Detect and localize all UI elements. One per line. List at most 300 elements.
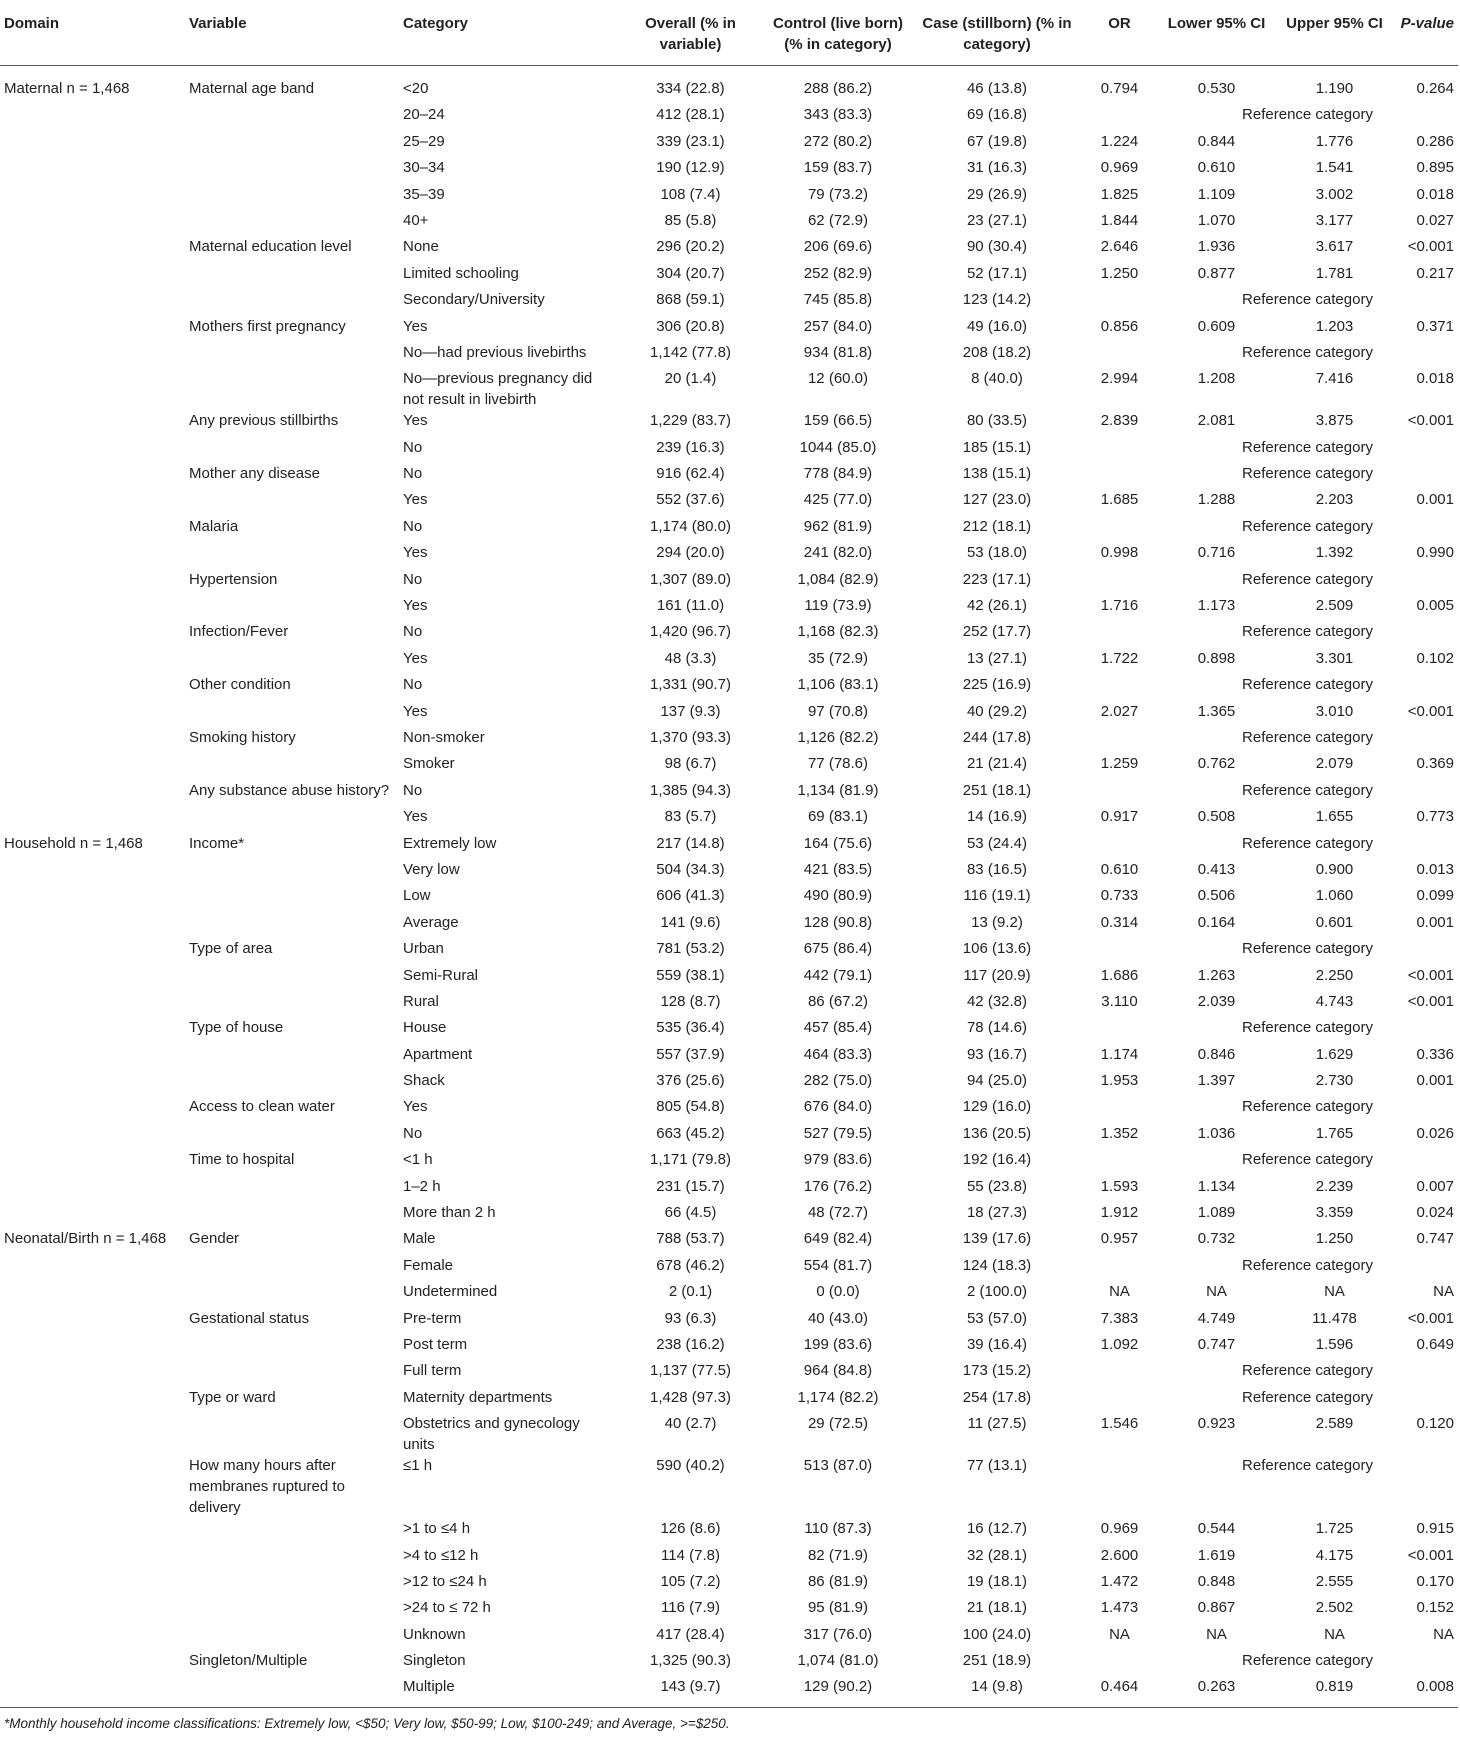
cell-control: 206 (69.6) [803, 238, 873, 256]
cell-lower-ci: 4.749 [1197, 1309, 1236, 1327]
cell-lower-ci: 0.877 [1197, 264, 1236, 282]
cell-variable: Type or ward [189, 1388, 276, 1406]
cell-lower-ci: 1.619 [1197, 1546, 1236, 1564]
cell-case: 123 (14.2) [962, 291, 1032, 309]
table-row [0, 210, 1458, 236]
cell-control: 1044 (85.0) [799, 438, 877, 456]
cell-case: 21 (18.1) [966, 1599, 1028, 1617]
cell-variable: Time to hospital [189, 1151, 295, 1169]
cell-variable [185, 131, 399, 157]
table-row [0, 780, 1458, 806]
cell-overall: 20 (1.4) [664, 370, 717, 388]
cell-case: 124 (18.3) [962, 1256, 1032, 1274]
cell-variable: Gender [189, 1230, 240, 1248]
cell-category: Pre-term [403, 1309, 462, 1327]
cell-variable [185, 437, 399, 463]
cell-lower-ci: 2.039 [1197, 992, 1236, 1010]
cell-domain [0, 516, 185, 542]
cell-domain [0, 859, 185, 885]
header-lower-ci: Lower 95% CI [1157, 0, 1276, 66]
cell-p-value: <0.001 [1407, 966, 1454, 984]
cell-control: 778 (84.9) [803, 465, 873, 483]
cell-domain [0, 1597, 185, 1623]
cell-variable [185, 753, 399, 779]
cell-control: 317 (76.0) [803, 1625, 873, 1643]
header-variable: Variable [185, 0, 399, 66]
table-row [0, 1228, 1458, 1254]
reference-category-label: Reference category [1242, 1256, 1373, 1274]
cell-lower-ci: 1.365 [1197, 702, 1236, 720]
cell-case: 21 (21.4) [966, 755, 1028, 773]
cell-or: 1.685 [1100, 491, 1139, 509]
cell-case: 42 (32.8) [966, 992, 1028, 1010]
cell-domain [0, 342, 185, 368]
cell-lower-ci: NA [1206, 1625, 1227, 1643]
cell-overall: 412 (28.1) [656, 106, 725, 124]
cell-case: 94 (25.0) [966, 1072, 1028, 1090]
cell-case: 252 (17.7) [962, 623, 1032, 641]
cell-case: 19 (18.1) [966, 1572, 1028, 1590]
cell-overall: 1,370 (93.3) [650, 728, 731, 746]
cell-overall: 48 (3.3) [664, 649, 717, 667]
cell-variable [185, 1281, 399, 1307]
cell-control: 86 (67.2) [807, 992, 869, 1010]
cell-variable [185, 184, 399, 210]
cell-category: 30–34 [403, 159, 445, 177]
cell-control: 1,134 (81.9) [797, 781, 879, 799]
reference-category-label: Reference category [1242, 940, 1373, 958]
cell-or: 2.839 [1100, 412, 1139, 430]
cell-overall: 40 (2.7) [664, 1415, 717, 1433]
table-row [0, 1518, 1458, 1544]
cell-overall: 161 (11.0) [656, 597, 725, 615]
cell-overall: 781 (53.2) [656, 940, 725, 958]
cell-lower-ci: 1.288 [1197, 491, 1236, 509]
cell-variable: Any previous stillbirths [189, 412, 339, 430]
cell-or [1082, 1387, 1157, 1413]
cell-overall: 376 (25.6) [656, 1072, 725, 1090]
cell-or [1082, 516, 1157, 542]
cell-variable: Type of house [189, 1019, 284, 1037]
cell-overall: 1,428 (97.3) [650, 1388, 731, 1406]
cell-domain [0, 753, 185, 779]
cell-overall: 1,171 (79.8) [650, 1151, 731, 1169]
cell-upper-ci: 2.502 [1315, 1599, 1354, 1617]
cell-overall: 805 (54.8) [656, 1098, 725, 1116]
cell-overall: 114 (7.8) [661, 1546, 720, 1564]
cell-control: 934 (81.8) [803, 343, 873, 361]
cell-variable: Maternal age band [189, 80, 315, 97]
cell-lower-ci: 0.609 [1197, 317, 1236, 335]
cell-domain [0, 885, 185, 911]
cell-p-value: 0.008 [1393, 1676, 1458, 1707]
table-row [0, 1308, 1458, 1334]
cell-or: 1.546 [1100, 1415, 1139, 1433]
cell-upper-ci: 3.617 [1315, 238, 1354, 256]
header-control: Control (live born) (% in category) [764, 0, 912, 66]
cell-upper-ci: 2.250 [1315, 966, 1354, 984]
cell-overall: 83 (5.7) [664, 808, 717, 826]
cell-or: 0.314 [1100, 913, 1139, 931]
cell-overall: 1,385 (94.3) [650, 781, 731, 799]
cell-case: 53 (57.0) [966, 1309, 1028, 1327]
cell-upper-ci: NA [1324, 1625, 1345, 1643]
cell-variable: Other condition [189, 676, 291, 694]
cell-or [1082, 1149, 1157, 1175]
cell-control: 79 (73.2) [807, 185, 869, 203]
cell-control: 272 (80.2) [803, 132, 873, 150]
reference-category-label: Reference category [1242, 465, 1373, 483]
cell-category: No [403, 517, 423, 535]
cell-variable [185, 965, 399, 991]
cell-category: No [403, 623, 423, 641]
cell-lower-ci: 1.109 [1197, 185, 1236, 203]
cell-case: 53 (24.4) [966, 834, 1028, 852]
cell-category: Undetermined [403, 1283, 498, 1301]
reference-category-label: Reference category [1242, 623, 1373, 641]
cell-control: 199 (83.6) [803, 1335, 873, 1353]
cell-domain [0, 1545, 185, 1571]
cell-case: 18 (27.3) [966, 1204, 1028, 1222]
cell-control: 490 (80.9) [803, 887, 873, 905]
table-row [0, 342, 1458, 368]
cell-control: 527 (79.5) [803, 1124, 873, 1142]
cell-or: 1.716 [1100, 597, 1139, 615]
cell-category: No [403, 438, 423, 456]
cell-or [1082, 1455, 1157, 1518]
cell-category: >12 to ≤24 h [403, 1572, 487, 1590]
cell-p-value: 0.369 [1416, 755, 1454, 773]
cell-case: 90 (30.4) [966, 238, 1028, 256]
cell-control: 97 (70.8) [807, 702, 869, 720]
cell-domain: Household n = 1,468 [4, 834, 143, 852]
cell-domain [0, 1017, 185, 1043]
table-row [0, 1096, 1458, 1122]
cell-overall: 334 (22.8) [656, 80, 725, 97]
cell-upper-ci: 1.725 [1315, 1520, 1354, 1538]
cell-upper-ci: 7.416 [1315, 370, 1354, 388]
cell-or [1082, 780, 1157, 806]
cell-overall: 678 (46.2) [656, 1256, 725, 1274]
cell-domain [0, 648, 185, 674]
cell-case: 8 (40.0) [971, 370, 1023, 388]
table-row [0, 316, 1458, 342]
cell-domain [0, 542, 185, 568]
table-row [0, 1149, 1458, 1175]
cell-lower-ci: 0.544 [1197, 1520, 1236, 1538]
reference-category-label: Reference category [1242, 570, 1373, 588]
table-row [0, 859, 1458, 885]
cell-variable [185, 1070, 399, 1096]
cell-case: 11 (27.5) [967, 1415, 1027, 1433]
cell-overall: 663 (45.2) [656, 1124, 725, 1142]
cell-upper-ci: 1.541 [1315, 159, 1354, 177]
cell-domain [0, 210, 185, 236]
cell-variable [185, 648, 399, 674]
cell-control: 554 (81.7) [803, 1256, 873, 1274]
cell-p-value: NA [1433, 1283, 1454, 1301]
cell-upper-ci: 1.781 [1315, 264, 1354, 282]
cell-category: 40+ [403, 211, 429, 229]
cell-upper-ci: 1.776 [1315, 132, 1354, 150]
cell-or: NA [1109, 1625, 1130, 1643]
cell-lower-ci: 0.747 [1197, 1335, 1236, 1353]
cell-domain [0, 1044, 185, 1070]
cell-or: 1.250 [1100, 264, 1139, 282]
cell-category: Secondary/University [403, 291, 545, 309]
cell-variable [185, 912, 399, 938]
header-case: Case (stillborn) (% in category) [912, 0, 1082, 66]
cell-case: 251 (18.1) [962, 781, 1032, 799]
cell-or: 0.794 [1100, 80, 1139, 97]
cell-domain [0, 621, 185, 647]
cell-p-value: 0.264 [1416, 80, 1454, 97]
cell-category: No [403, 570, 423, 588]
cell-control: 1,174 (82.2) [797, 1388, 879, 1406]
cell-case: 52 (17.1) [966, 264, 1028, 282]
cell-overall: 504 (34.3) [656, 860, 725, 878]
cell-case: 39 (16.4) [966, 1335, 1028, 1353]
cell-control: 119 (73.9) [804, 597, 872, 615]
cell-control: 129 (90.2) [764, 1676, 912, 1707]
cell-domain: Neonatal/Birth n = 1,468 [4, 1230, 167, 1248]
cell-or [1082, 1255, 1157, 1281]
table-row [0, 648, 1458, 674]
cell-overall: 339 (23.1) [656, 132, 725, 150]
cell-or [1082, 621, 1157, 647]
cell-category: Smoker [403, 755, 455, 773]
cell-control: 82 (71.9) [807, 1546, 869, 1564]
cell-variable: Mother any disease [189, 465, 320, 483]
cell-upper-ci: 3.359 [1315, 1204, 1354, 1222]
cell-control: 1,126 (82.2) [797, 728, 879, 746]
cell-control: 675 (86.4) [803, 940, 873, 958]
cell-case: 138 (15.1) [962, 465, 1032, 483]
cell-case: 225 (16.9) [962, 676, 1032, 694]
reference-category-label: Reference category [1242, 517, 1373, 535]
cell-upper-ci: NA [1324, 1283, 1345, 1301]
cell-case: 67 (19.8) [966, 132, 1028, 150]
cell-control: 69 (83.1) [807, 808, 869, 826]
cell-category: 25–29 [403, 132, 445, 150]
table-row [0, 1334, 1458, 1360]
cell-overall: 552 (37.6) [656, 491, 725, 509]
cell-control: 164 (75.6) [803, 834, 873, 852]
cell-or: 1.686 [1100, 966, 1139, 984]
cell-p-value: 0.895 [1416, 159, 1454, 177]
cell-category: Yes [403, 808, 428, 826]
cell-category: <1 h [403, 1151, 433, 1169]
cell-domain [0, 674, 185, 700]
cell-category: Post term [403, 1335, 468, 1353]
cell-case: 32 (28.1) [966, 1546, 1028, 1564]
cell-overall: 559 (38.1) [656, 966, 725, 984]
cell-category: Low [403, 887, 431, 905]
cell-case: 129 (16.0) [962, 1098, 1032, 1116]
cell-variable: Type of area [189, 940, 273, 958]
cell-variable [185, 885, 399, 911]
cell-variable [185, 157, 399, 183]
reference-category-label: Reference category [1242, 343, 1373, 361]
cell-case: 83 (16.5) [966, 860, 1028, 878]
cell-upper-ci: 0.819 [1276, 1676, 1393, 1707]
reference-category-label: Reference category [1242, 1362, 1373, 1380]
cell-or: 2.600 [1100, 1546, 1139, 1564]
table-row [0, 104, 1458, 130]
cell-domain [0, 780, 185, 806]
cell-overall: 238 (16.2) [656, 1335, 725, 1353]
cell-control: 128 (90.8) [803, 913, 873, 931]
cell-domain [0, 289, 185, 315]
cell-domain [0, 701, 185, 727]
cell-variable [185, 104, 399, 130]
cell-control: 159 (83.7) [803, 159, 873, 177]
cell-or [1082, 727, 1157, 753]
cell-case: 29 (26.9) [966, 185, 1028, 203]
cell-variable: Mothers first pregnancy [189, 317, 346, 335]
cell-control: 241 (82.0) [803, 544, 873, 562]
cell-variable [185, 542, 399, 568]
cell-variable [185, 991, 399, 1017]
cell-control: 35 (72.9) [807, 649, 869, 667]
cell-or [1082, 833, 1157, 859]
cell-p-value: 0.102 [1416, 649, 1454, 667]
cell-category: No—previous pregnancy did not result in livebirth [403, 370, 593, 409]
cell-control: 421 (83.5) [803, 860, 873, 878]
cell-overall: 85 (5.8) [664, 211, 717, 229]
cell-control: 1,084 (82.9) [797, 570, 879, 588]
table-row [0, 674, 1458, 700]
cell-variable: Maternal education level [189, 238, 352, 256]
cell-overall: 141 (9.6) [660, 913, 721, 931]
table-row [0, 1017, 1458, 1043]
cell-p-value: 0.915 [1416, 1520, 1454, 1538]
cell-overall: 1,174 (80.0) [650, 517, 731, 535]
cell-variable [185, 595, 399, 621]
cell-or: NA [1109, 1283, 1130, 1301]
cell-case: 106 (13.6) [962, 940, 1032, 958]
cell-lower-ci: 0.610 [1197, 159, 1236, 177]
table-row [0, 1070, 1458, 1096]
cell-p-value: 0.001 [1416, 1072, 1454, 1090]
cell-control: 0 (0.0) [816, 1283, 860, 1301]
cell-control: 48 (72.7) [807, 1204, 869, 1222]
cell-category: >24 to ≤ 72 h [403, 1599, 491, 1617]
cell-domain [0, 806, 185, 832]
cell-overall: 128 (8.7) [660, 992, 721, 1010]
reference-category-label: Reference category [1242, 834, 1373, 852]
cell-overall: 66 (4.5) [664, 1204, 717, 1222]
cell-p-value: 0.990 [1416, 544, 1454, 562]
table-row [0, 236, 1458, 262]
table-row [0, 1176, 1458, 1202]
cell-case: 14 (9.8) [912, 1676, 1082, 1707]
table-row [0, 1387, 1458, 1413]
cell-p-value: 0.170 [1416, 1572, 1454, 1590]
cell-upper-ci: 2.079 [1315, 755, 1354, 773]
cell-control: 979 (83.6) [803, 1151, 873, 1169]
cell-or [1082, 342, 1157, 368]
cell-overall: 108 (7.4) [660, 185, 721, 203]
cell-variable [185, 263, 399, 289]
cell-upper-ci: 2.203 [1315, 491, 1354, 509]
cell-or: 1.352 [1100, 1124, 1139, 1142]
cell-upper-ci: 2.555 [1315, 1572, 1354, 1590]
cell-upper-ci: 1.629 [1315, 1045, 1354, 1063]
cell-or [1082, 569, 1157, 595]
cell-case: 116 (19.1) [963, 887, 1031, 905]
cell-category: Yes [403, 412, 428, 430]
table-row [0, 289, 1458, 315]
cell-variable [185, 1334, 399, 1360]
cell-case: 42 (26.1) [966, 597, 1028, 615]
cell-or: 0.856 [1100, 317, 1139, 335]
cell-p-value: 0.001 [1416, 913, 1454, 931]
cell-case: 13 (27.1) [966, 649, 1028, 667]
reference-category-label: Reference category [1242, 728, 1373, 746]
cell-p-value: 0.649 [1416, 1335, 1454, 1353]
cell-case: 78 (14.6) [966, 1019, 1028, 1037]
cell-domain [0, 727, 185, 753]
cell-overall: 557 (37.9) [656, 1045, 725, 1063]
cell-control: 962 (81.9) [803, 517, 873, 535]
header-domain: Domain [0, 0, 185, 66]
cell-control: 1,168 (82.3) [797, 623, 879, 641]
cell-p-value: 0.024 [1416, 1204, 1454, 1222]
header-p-value: P-value [1393, 0, 1458, 66]
cell-case: 173 (15.2) [962, 1362, 1032, 1380]
table-row [0, 806, 1458, 832]
cell-upper-ci: 1.250 [1315, 1230, 1354, 1248]
cell-control: 1,074 (81.0) [797, 1652, 879, 1670]
cell-control: 62 (72.9) [807, 211, 869, 229]
cell-domain [0, 1360, 185, 1386]
cell-category: Yes [403, 544, 428, 562]
cell-lower-ci: 1.070 [1197, 211, 1236, 229]
cell-case: 14 (16.9) [966, 808, 1028, 826]
cell-case: 49 (16.0) [966, 317, 1028, 335]
cell-or: 1.092 [1100, 1335, 1139, 1353]
cell-variable [185, 1044, 399, 1070]
cell-p-value: 0.001 [1416, 491, 1454, 509]
cell-variable [185, 289, 399, 315]
cell-domain [0, 1387, 185, 1413]
header-category: Category [399, 0, 617, 66]
table-row [0, 1281, 1458, 1307]
cell-lower-ci: 0.898 [1197, 649, 1236, 667]
table-row [0, 1650, 1458, 1676]
reference-category-label: Reference category [1242, 781, 1373, 799]
cell-control: 1,106 (83.1) [797, 676, 879, 694]
cell-or: 0.957 [1100, 1230, 1139, 1248]
cell-case: 16 (12.7) [966, 1520, 1028, 1538]
table-row [0, 833, 1458, 859]
cell-or: 1.844 [1100, 211, 1139, 229]
cell-overall: 1,420 (96.7) [650, 623, 731, 641]
cell-lower-ci: 1.936 [1197, 238, 1236, 256]
cell-or: 0.464 [1082, 1676, 1157, 1707]
cell-domain [0, 1149, 185, 1175]
cell-control: 282 (75.0) [803, 1072, 873, 1090]
cell-overall: 231 (15.7) [656, 1177, 725, 1195]
cell-variable: Malaria [189, 517, 239, 535]
cell-upper-ci: 1.765 [1315, 1124, 1354, 1142]
cell-or [1082, 1360, 1157, 1386]
cell-p-value: 0.773 [1416, 808, 1454, 826]
cell-p-value: <0.001 [1407, 238, 1454, 256]
cell-category: Urban [403, 940, 444, 958]
cell-category: 1–2 h [403, 1177, 441, 1195]
